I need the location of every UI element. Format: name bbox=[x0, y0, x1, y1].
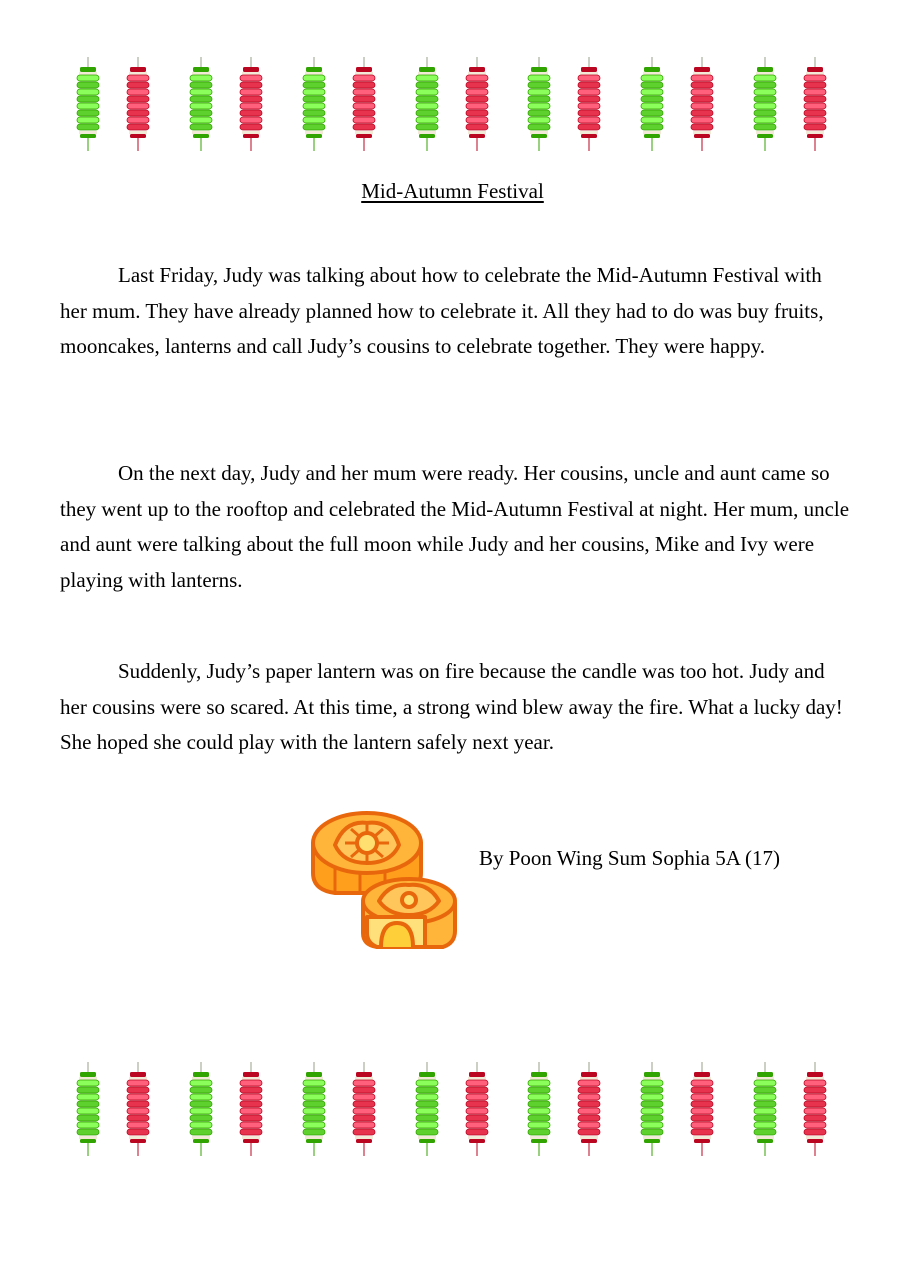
lantern-border-top bbox=[60, 55, 850, 155]
red-lantern-icon bbox=[577, 55, 601, 155]
lantern-border-bottom bbox=[60, 1060, 850, 1160]
paragraph-3: Suddenly, Judy’s paper lantern was on fire because the candle was too hot. Judy and her cousins were so scared. At this time, a strong wind blew away the fire. What a lucky day! She hoped she could play with the lantern safely next year. bbox=[60, 659, 843, 754]
green-lantern-icon bbox=[76, 55, 100, 155]
red-lantern-icon bbox=[465, 55, 489, 155]
green-lantern-icon bbox=[753, 1060, 777, 1160]
red-lantern-icon bbox=[465, 1060, 489, 1160]
green-lantern-icon bbox=[302, 55, 326, 155]
green-lantern-icon bbox=[753, 55, 777, 155]
red-lantern-icon bbox=[690, 1060, 714, 1160]
author-byline: By Poon Wing Sum Sophia 5A (17) bbox=[479, 846, 780, 870]
red-lantern-icon bbox=[803, 55, 827, 155]
green-lantern-icon bbox=[527, 55, 551, 155]
paragraph-1: Last Friday, Judy was talking about how to celebrate the Mid-Autumn Festival with her mum. They have already planned how to celebrate it. All they had to do was buy fruits, mooncakes, lanterns and call Judy’s cousins to celebrate together. They were happy. bbox=[60, 263, 824, 358]
red-lantern-icon bbox=[239, 1060, 263, 1160]
green-lantern-icon bbox=[640, 55, 664, 155]
green-lantern-icon bbox=[640, 1060, 664, 1160]
green-lantern-icon bbox=[527, 1060, 551, 1160]
red-lantern-icon bbox=[239, 55, 263, 155]
green-lantern-icon bbox=[76, 1060, 100, 1160]
red-lantern-icon bbox=[352, 1060, 376, 1160]
green-lantern-icon bbox=[189, 1060, 213, 1160]
green-lantern-icon bbox=[415, 1060, 439, 1160]
red-lantern-icon bbox=[690, 55, 714, 155]
red-lantern-icon bbox=[803, 1060, 827, 1160]
mooncake-icon bbox=[305, 805, 465, 960]
red-lantern-icon bbox=[577, 1060, 601, 1160]
green-lantern-icon bbox=[415, 55, 439, 155]
paragraph-2: On the next day, Judy and her mum were ready. Her cousins, uncle and aunt came so they went up to the rooftop and celebrated the Mid-Autumn Festival at night. Her mum, uncle and aunt were talking about the full moon while Judy and her cousins, Mike and Ivy were playing with lanterns. bbox=[60, 461, 850, 592]
red-lantern-icon bbox=[352, 55, 376, 155]
green-lantern-icon bbox=[302, 1060, 326, 1160]
page-title: Mid-Autumn Festival bbox=[361, 179, 544, 203]
red-lantern-icon bbox=[126, 1060, 150, 1160]
green-lantern-icon bbox=[189, 55, 213, 155]
red-lantern-icon bbox=[126, 55, 150, 155]
